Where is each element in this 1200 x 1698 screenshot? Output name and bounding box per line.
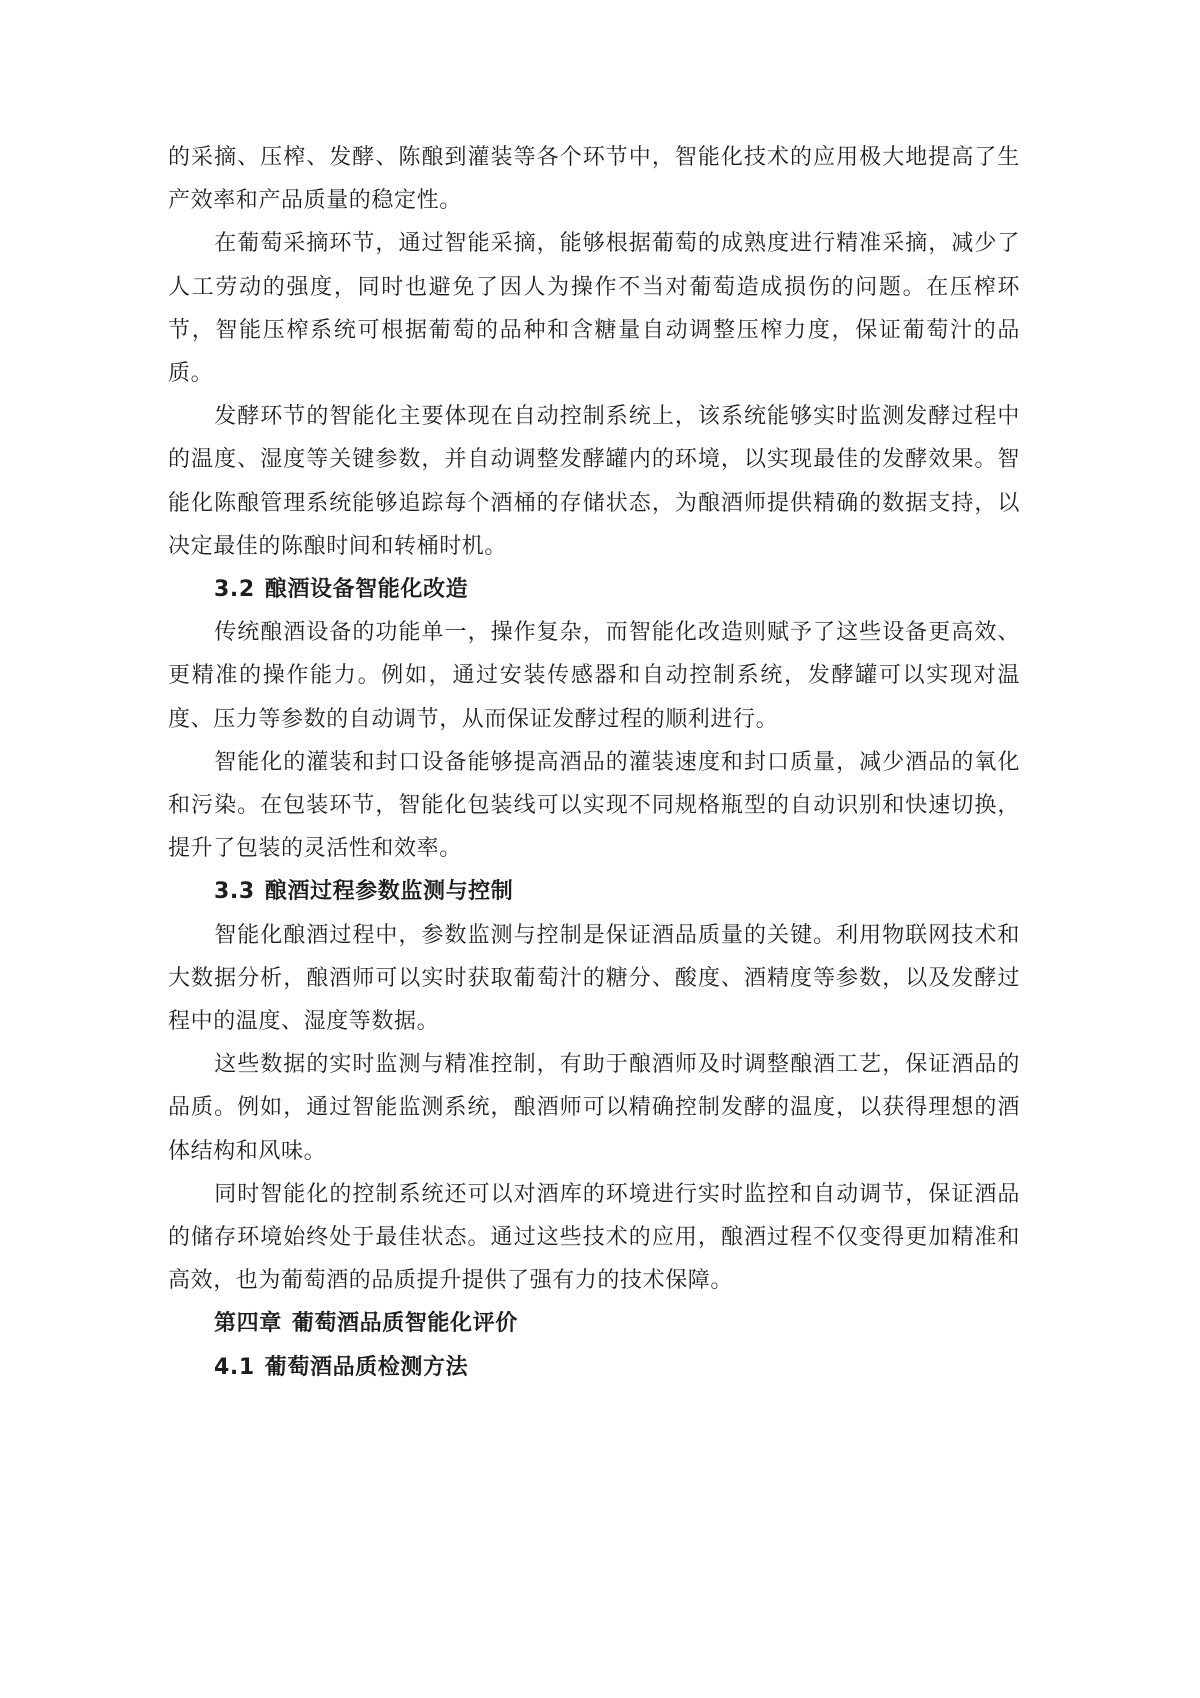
chapter-heading-4	[168, 1302, 1020, 1345]
section-number: 4.1	[214, 1354, 255, 1380]
paragraph-parameter-monitoring: 智能化酿酒过程中，参数监测与控制是保证酒品质量的关键。利用物联网技术和大数据分析，酿酒师可以实时获取葡萄汁的糖分、酸度、酒精度等参数，以及发酵过程中的温度、湿度等数据。	[168, 922, 1020, 1035]
chapter-number: 第四章	[214, 1311, 282, 1337]
section-title: 酿酒过程参数监测与控制	[264, 879, 514, 905]
paragraph-continued: 的采摘、压榨、发酵、陈酿到灌装等各个环节中，智能化技术的应用极大地提高了生产效率和产品质量的稳定性。	[168, 145, 1020, 214]
section-heading-3-3	[168, 870, 1020, 913]
section-number: 3.3	[214, 879, 255, 905]
document-page	[168, 136, 1020, 1389]
section-title: 酿酒设备智能化改造	[264, 577, 469, 603]
paragraph-grape-picking: 在葡萄采摘环节，通过智能采摘，能够根据葡萄的成熟度进行精准采摘，减少了人工劳动的强度，同时也避免了因人为操作不当对葡萄造成损伤的问题。在压榨环节，智能压榨系统可根据葡萄的品种和含糖量自动调整压榨力度，保证葡萄汁的品质。	[168, 231, 1020, 387]
paragraph-realtime-control: 这些数据的实时监测与精准控制，有助于酿酒师及时调整酿酒工艺，保证酒品的品质。例如，通过智能监测系统，酿酒师可以精确控制发酵的温度，以获得理想的酒体结构和风味。	[168, 1052, 1020, 1164]
chapter-title: 葡萄酒品质智能化评价	[291, 1311, 518, 1337]
section-heading-4-1	[168, 1346, 1020, 1389]
section-heading-3-2	[168, 568, 1020, 611]
section-title: 葡萄酒品质检测方法	[264, 1354, 469, 1380]
paragraph-filling-equipment: 智能化的灌装和封口设备能够提高酒品的灌装速度和封口质量，减少酒品的氧化和污染。在包装环节，智能化包装线可以实现不同规格瓶型的自动识别和快速切换，提升了包装的灵活性和效率。	[168, 749, 1020, 862]
paragraph-cellar-control: 同时智能化的控制系统还可以对酒库的环境进行实时监控和自动调节，保证酒品的储存环境始终处于最佳状态。通过这些技术的应用，酿酒过程不仅变得更加精准和高效，也为葡萄酒的品质提升提供了强有力的技术保障。	[168, 1181, 1020, 1294]
section-number: 3.2	[214, 577, 255, 603]
paragraph-traditional-equipment: 传统酿酒设备的功能单一，操作复杂，而智能化改造则赋予了这些设备更高效、更精准的操作能力。例如，通过安装传感器和自动控制系统，发酵罐可以实现对温度、压力等参数的自动调节，从而保证发酵过程的顺利进行。	[168, 620, 1020, 732]
paragraph-fermentation: 发酵环节的智能化主要体现在自动控制系统上，该系统能够实时监测发酵过程中的温度、湿度等关键参数，并自动调整发酵罐内的环境，以实现最佳的发酵效果。智能化陈酿管理系统能够追踪每个酒桶的存储状态，为酿酒师提供精确的数据支持，以决定最佳的陈酿时间和转桶时机。	[168, 404, 1020, 559]
